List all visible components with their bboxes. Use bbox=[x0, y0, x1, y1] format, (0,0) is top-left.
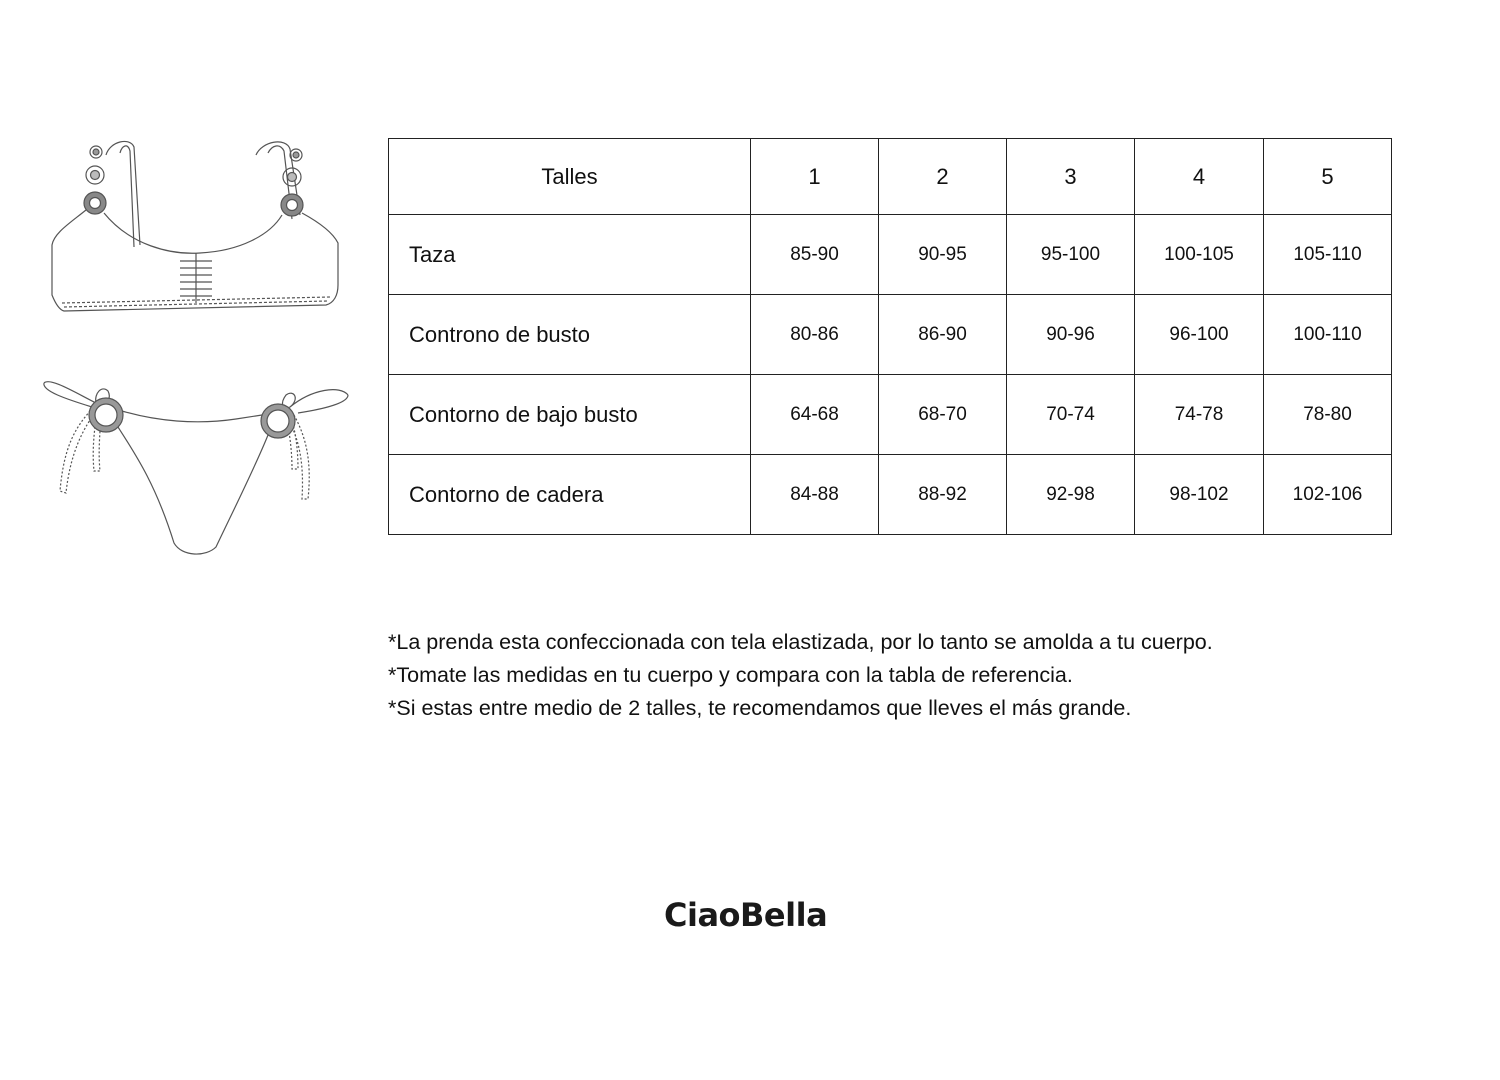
bikini-bottom-icon bbox=[36, 375, 356, 565]
size-header: 1 bbox=[751, 139, 879, 215]
table-cell: 74-78 bbox=[1135, 375, 1264, 455]
row-label: Contorno de bajo busto bbox=[389, 375, 751, 455]
row-label: Controno de busto bbox=[389, 295, 751, 375]
table-cell: 96-100 bbox=[1135, 295, 1264, 375]
note-line: *Si estas entre medio de 2 talles, te recomendamos que lleves el más grande. bbox=[388, 696, 1132, 720]
table-cell: 80-86 bbox=[751, 295, 879, 375]
table-cell: 68-70 bbox=[879, 375, 1007, 455]
size-chart-table bbox=[388, 138, 1392, 535]
notes-block bbox=[388, 626, 1438, 725]
note-line: *La prenda esta confeccionada con tela elastizada, por lo tanto se amolda a tu cuerpo. bbox=[388, 630, 1213, 654]
table-row bbox=[389, 375, 1392, 455]
table-cell: 92-98 bbox=[1007, 455, 1135, 535]
table-cell: 88-92 bbox=[879, 455, 1007, 535]
table-cell: 78-80 bbox=[1264, 375, 1392, 455]
table-cell: 70-74 bbox=[1007, 375, 1135, 455]
table-cell: 98-102 bbox=[1135, 455, 1264, 535]
bikini-top-icon bbox=[40, 135, 350, 320]
table-cell: 84-88 bbox=[751, 455, 879, 535]
brand-logo: CiaoBella bbox=[664, 896, 828, 934]
row-label: Taza bbox=[389, 215, 751, 295]
note-line: *Tomate las medidas en tu cuerpo y compara con la tabla de referencia. bbox=[388, 663, 1073, 687]
header-label: Talles bbox=[389, 139, 751, 215]
table-cell: 90-95 bbox=[879, 215, 1007, 295]
table-cell: 100-105 bbox=[1135, 215, 1264, 295]
table-row bbox=[389, 295, 1392, 375]
table-row bbox=[389, 455, 1392, 535]
size-header: 2 bbox=[879, 139, 1007, 215]
size-header: 4 bbox=[1135, 139, 1264, 215]
table-row bbox=[389, 215, 1392, 295]
table-cell: 102-106 bbox=[1264, 455, 1392, 535]
size-header: 5 bbox=[1264, 139, 1392, 215]
table-cell: 64-68 bbox=[751, 375, 879, 455]
table-cell: 85-90 bbox=[751, 215, 879, 295]
size-header: 3 bbox=[1007, 139, 1135, 215]
table-cell: 95-100 bbox=[1007, 215, 1135, 295]
row-label: Contorno de cadera bbox=[389, 455, 751, 535]
table-cell: 100-110 bbox=[1264, 295, 1392, 375]
table-cell: 86-90 bbox=[879, 295, 1007, 375]
table-header-row bbox=[389, 139, 1392, 215]
table-cell: 105-110 bbox=[1264, 215, 1392, 295]
table-cell: 90-96 bbox=[1007, 295, 1135, 375]
